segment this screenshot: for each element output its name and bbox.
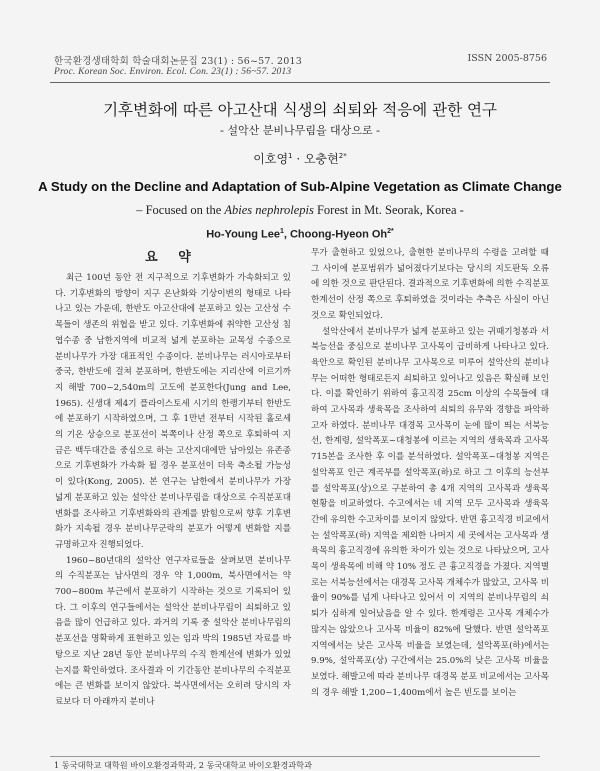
subtitle-english: – Focused on the Abies nephrolepis Forest in Mt. Seorak, Korea -: [136, 203, 464, 217]
affiliation-footnote: 1 동국대학교 대학원 바이오환경과학과, 2 동국대학교 바이오환경과학과: [54, 760, 313, 770]
title-korean: 기후변화에 따른 아고산대 식생의 쇠퇴와 적응에 관한 연구: [103, 101, 497, 119]
body-paragraph: 설악산에서 분비나무가 넓게 분포하고 있는 귀때기청봉과 서북능선을 중심으로 분비나무 고사목이 급비하게 나타나고 있다. 육안으로 확인된 분비나무 고사목으로 미루어 설악산의 분비나무는 어떠한 형태로든지 쇠퇴하고 있어나고 있음은 확실해 보인다. 이를 확인하기 위하여 흉고직경 25cm 이상의 수목들에 대하여 고사목과 생육목을 조사하여 쇠퇴의 유무와 경향을 파악하고자 하였다. 분비나무 대경목 고사목이 눈에 많이 띄는 서북능선, 한계령, 설악폭포~대청봉에 이르는 지역의 생육목과 고사목 715본을 조사한 후 이를 분석하였다. 설악폭포~대청봉 지역은 설악폭포 인근 계곡부를 설악폭포(하)로 하고 그 이후의 능선부를 설악폭포(상)으로 구분하여 총 4개 지역의 고사목과 생육목 현황을 비교하였다. 수고에서는 네 지역 모두 고사목과 생육목 간에 유의한 수고차이를 보이지 않았다. 반면 흉고직경 비교에서는 설악폭포(하) 지역을 제외한 나머지 세 곳에서는 고사목과 생육목의 흉고직경에 유의한 차이가 있는 것으로 나타났으며, 고사목이 생육목에 비해 약 10% 정도 큰 흉고직경을 가졌다. 지역별로는 서북능선에서는 대경목 고사목 개체수가 많았고, 고사목 비율이 90%를 넘게 나타나고 있어서 이 지역의 분비나무림의 쇠퇴가 심하게 일어났음을 알 수 있다. 한계령은 고사목 개체수가 많지는 않았으나 고사목 비율이 82%에 달했다. 반면 설악폭포 지역에서는 낮은 고사목 비율을 보였는데, 설악폭포(하)에서는 9.9%, 설악폭포(상) 구간에서는 25.0%의 낮은 고사목 비율을 보였다. 해발고에 따라 분비나무 대경목 분포 비교에서는 고사목의 경우 해발 1,200~1,400m에서 높은 빈도를 보이는: [311, 326, 549, 698]
issn: ISSN 2005-8756: [467, 53, 547, 64]
journal-citation-en: Proc. Korean Soc. Environ. Ecol. Con. 23(1) : 56~57. 2013: [54, 67, 292, 77]
abstract-heading: 요 약: [145, 250, 199, 265]
header-rule: [50, 82, 550, 83]
left-column: [55, 271, 291, 711]
body-paragraph: 최근 100년 동안 전 지구적으로 기후변화가 가속화되고 있다. 기후변화의 방향이 지구 온난화와 기상이변의 형태로 나타나고 있는 가운데, 한반도 아고산대에 분포하고 있는 고산성 수목들이 생존의 위협을 받고 있다. 기후변화에 취약한 고산성 침엽수종 중 남한지역에 비교적 넓게 분포하는 교목성 수종으로 분비나무가 가장 대표적인 수종이다. 분비나무는 러시아로부터 중국, 한반도에 걸쳐 분포하며, 한반도에는 지리산에 이르기까지 해발 700~2,540m의 고도에 분포한다(Jung and Lee, 1965). 신생대 제4기 플라이스토세 시기의 한랭기부터 한반도에 분포하기 시작하였으며, 그 후 1만년 전부터 시작된 홀로세의 기온 상승으로 분포선이 북쪽이나 산정 쪽으로 후퇴하여 지금은 백두대간을 중심으로 하는 고산지대에만 남아있는 유존종으로 기후변화가 가속화 될 경우 분포선이 더욱 축소될 가능성이 있다(Kong, 2005). 본 연구는 남한에서 분비나무가 가장 넓게 분포하고 있는 설악산 분비나무림을 대상으로 수직분포대 변화를 조사하고 기후변화와의 관계를 밝힘으로써 향후 기후변화가 지속될 경우 분비나무군락의 분포가 어떻게 변화할 지를 규명하고자 진행되었다.: [55, 273, 291, 550]
authors-english: Ho-Young Lee$^1$, Choong-Hyeon $Oh^{2*}$: [206, 228, 394, 241]
subtitle-korean: - 설악산 분비나무림을 대상으로 -: [219, 124, 381, 137]
footnote-rule: [50, 756, 540, 757]
journal-citation-ko: 한국환경생태학회 학술대회논문집 23(1) : 56~57. 2013: [54, 56, 303, 67]
right-column: [311, 246, 549, 701]
body-paragraph: 1960~80년대의 설악산 연구자료들을 살펴보면 분비나무의 수직분포는 남사면의 경우 약 1,000m, 북사면에서는 약 700~800m 부근에서 분포하기 시작하는 것으로 기록되어 있다. 그 이후의 연구들에서는 설악산 분비나무림이 쇠퇴하고 있음을 많이 언급하고 있다. 과거의 기록 중 설악산 분비나무림의 분포선을 명확하게 표현하고 있는 임과 박의 1985년 자료를 바탕으로 지난 28년 동안 분비나무의 수직 한계선에 변화가 있었는지를 확인하였다. 조사결과 이 기간동안 분비나무의 수직분포에는 큰 변화를 보이지 않았다. 북사면에서는 오히려 당시의 자료보다 더 아래까지 분비나: [55, 555, 291, 707]
title-english: A Study on the Decline and Adaptation of Sub-Alpine Vegetation as Climate Change: [38, 179, 562, 194]
authors-korean: 이호영$^1$ · 오충현$^{2*}$: [253, 152, 347, 166]
body-paragraph: 무가 출현하고 있었으나, 출현한 분비나무의 수령을 고려할 때 그 사이에 분포범위가 넓어졌다기보다는 당시의 지도판독 오류에 의한 것으로 판단된다. 결과적으로 기후변화에 의한 수직분포 한계선이 산정 쪽으로 후퇴하였을 것이라는 추측은 사실이 아닌 것으로 확인되었다.: [311, 248, 549, 321]
